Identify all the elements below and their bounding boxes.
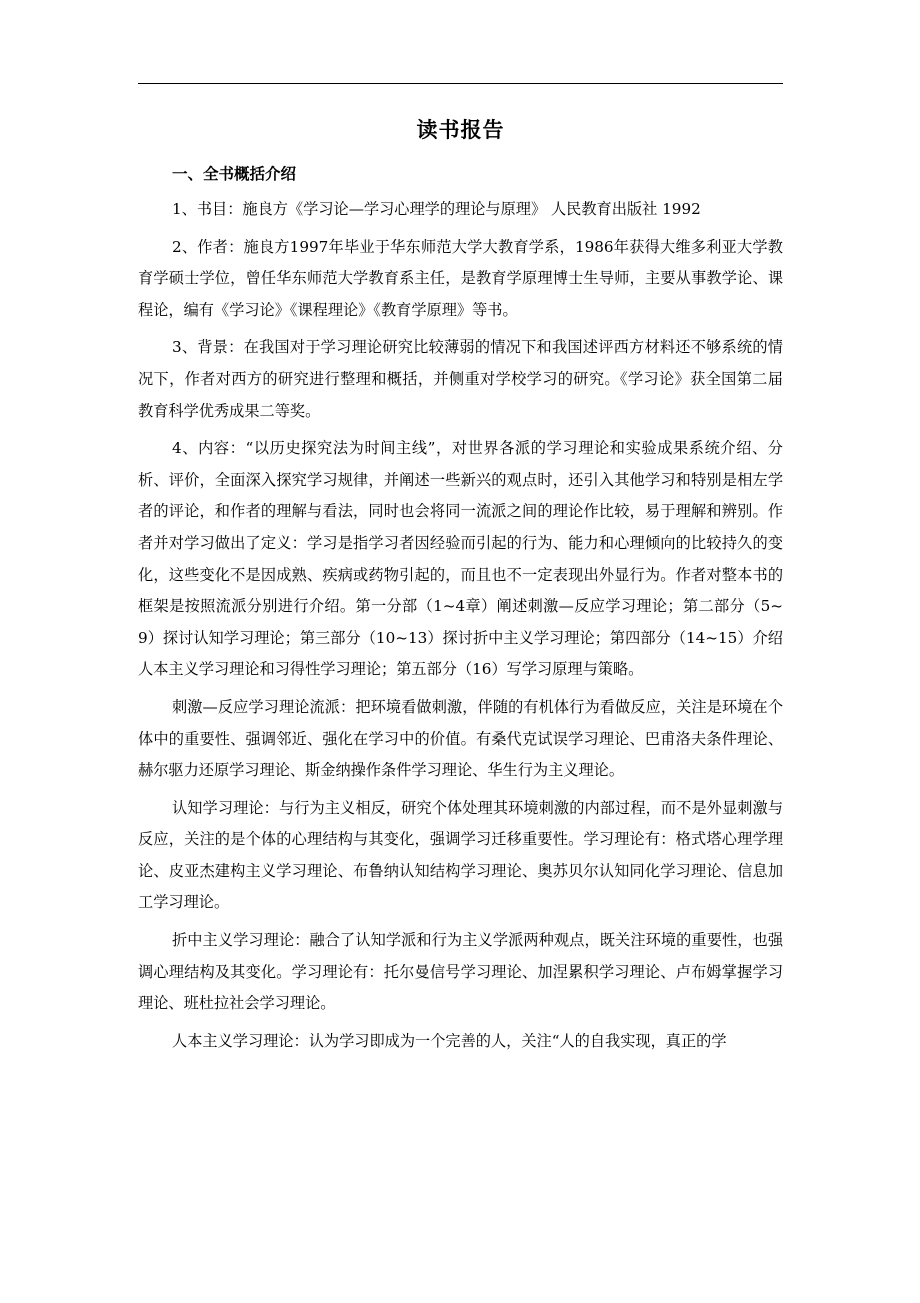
paragraph-bibliography: 1、书目：施良方《学习论—学习心理学的理论与原理》 人民教育出版社 1992 — [172, 200, 701, 218]
document-page — [138, 116, 783, 1063]
paragraph-content: 4、内容：“以历史探究法为时间主线”，对世界各派的学习理论和实验成果系统介绍、分析、评价，全面深入探究学习规律，并阐述一些新兴的观点时，还引入其他学习和特别是相左学者的评论，和作者的理解与看法，同时也会将同一流派之间的理论作比较，易于理解和辨别。作者并对学习做出了定义：学习是指学习者因经验而引起的行为、能力和心理倾向的比较持久的变化，这些变化不是因成熟、疾病或药物引起的，而且也不一定表现出外显行为。作者对整本书的框架是按照流派分别进行介绍。第一分部（1~4章）阐述刺激—反应学习理论；第二部分（5~9）探讨认知学习理论；第三部分（10~13）探讨折中主义学习理论；第四部分（14~15）介绍人本主义学习理论和习得性学习理论；第五部分（16）写学习原理与策略。 — [138, 439, 783, 679]
paragraph-background: 3、背景：在我国对于学习理论研究比较薄弱的情况下和我国述评西方材料还不够系统的情况下，作者对西方的研究进行整理和概括，并侧重对学校学习的研究。《学习论》获全国第二届教育科学优秀成果二等奖。 — [138, 338, 783, 420]
paragraph-cognitive: 认知学习理论：与行为主义相反，研究个体处理其环境刺激的内部过程，而不是外显刺激与反应，关注的是个体的心理结构与其变化，强调学习迁移重要性。学习理论有：格式塔心理学理论、皮亚杰建构主义学习理论、布鲁纳认知结构学习理论、奥苏贝尔认知同化学习理论、信息加工学习理论。 — [138, 798, 783, 912]
document-title: 读书报告 — [416, 118, 505, 142]
section-heading: 一、全书概括介绍 — [172, 165, 297, 183]
paragraph-stimulus-response: 刺激—反应学习理论流派：把环境看做刺激，伴随的有机体行为看做反应，关注是环境在个体中的重要性、强调邻近、强化在学习中的价值。有桑代克试误学习理论、巴甫洛夫条件理论、赫尔驱力还原学习理论、斯金纳操作条件学习理论、华生行为主义理论。 — [138, 697, 783, 780]
paragraph-eclectic: 折中主义学习理论：融合了认知学派和行为主义学派两种观点，既关注环境的重要性，也强调心理结构及其变化。学习理论有：托尔曼信号学习理论、加涅累积学习理论、卢布姆掌握学习理论、班杜拉社会学习理论。 — [138, 931, 783, 1013]
header-rule — [138, 83, 783, 84]
paragraph-humanistic: 人本主义学习理论：认为学习即成为一个完善的人，关注“人的自我实现，真正的学 — [172, 1031, 727, 1050]
paragraph-author: 2、作者：施良方1997年毕业于华东师范大学大教育学系，1986年获得大维多利亚大学教育学硕士学位，曾任华东师范大学教育系主任，是教育学原理博士生导师，主要从事教学论、课程论，编有《学习论》《课程理论》《教育学原理》等书。 — [138, 237, 783, 319]
